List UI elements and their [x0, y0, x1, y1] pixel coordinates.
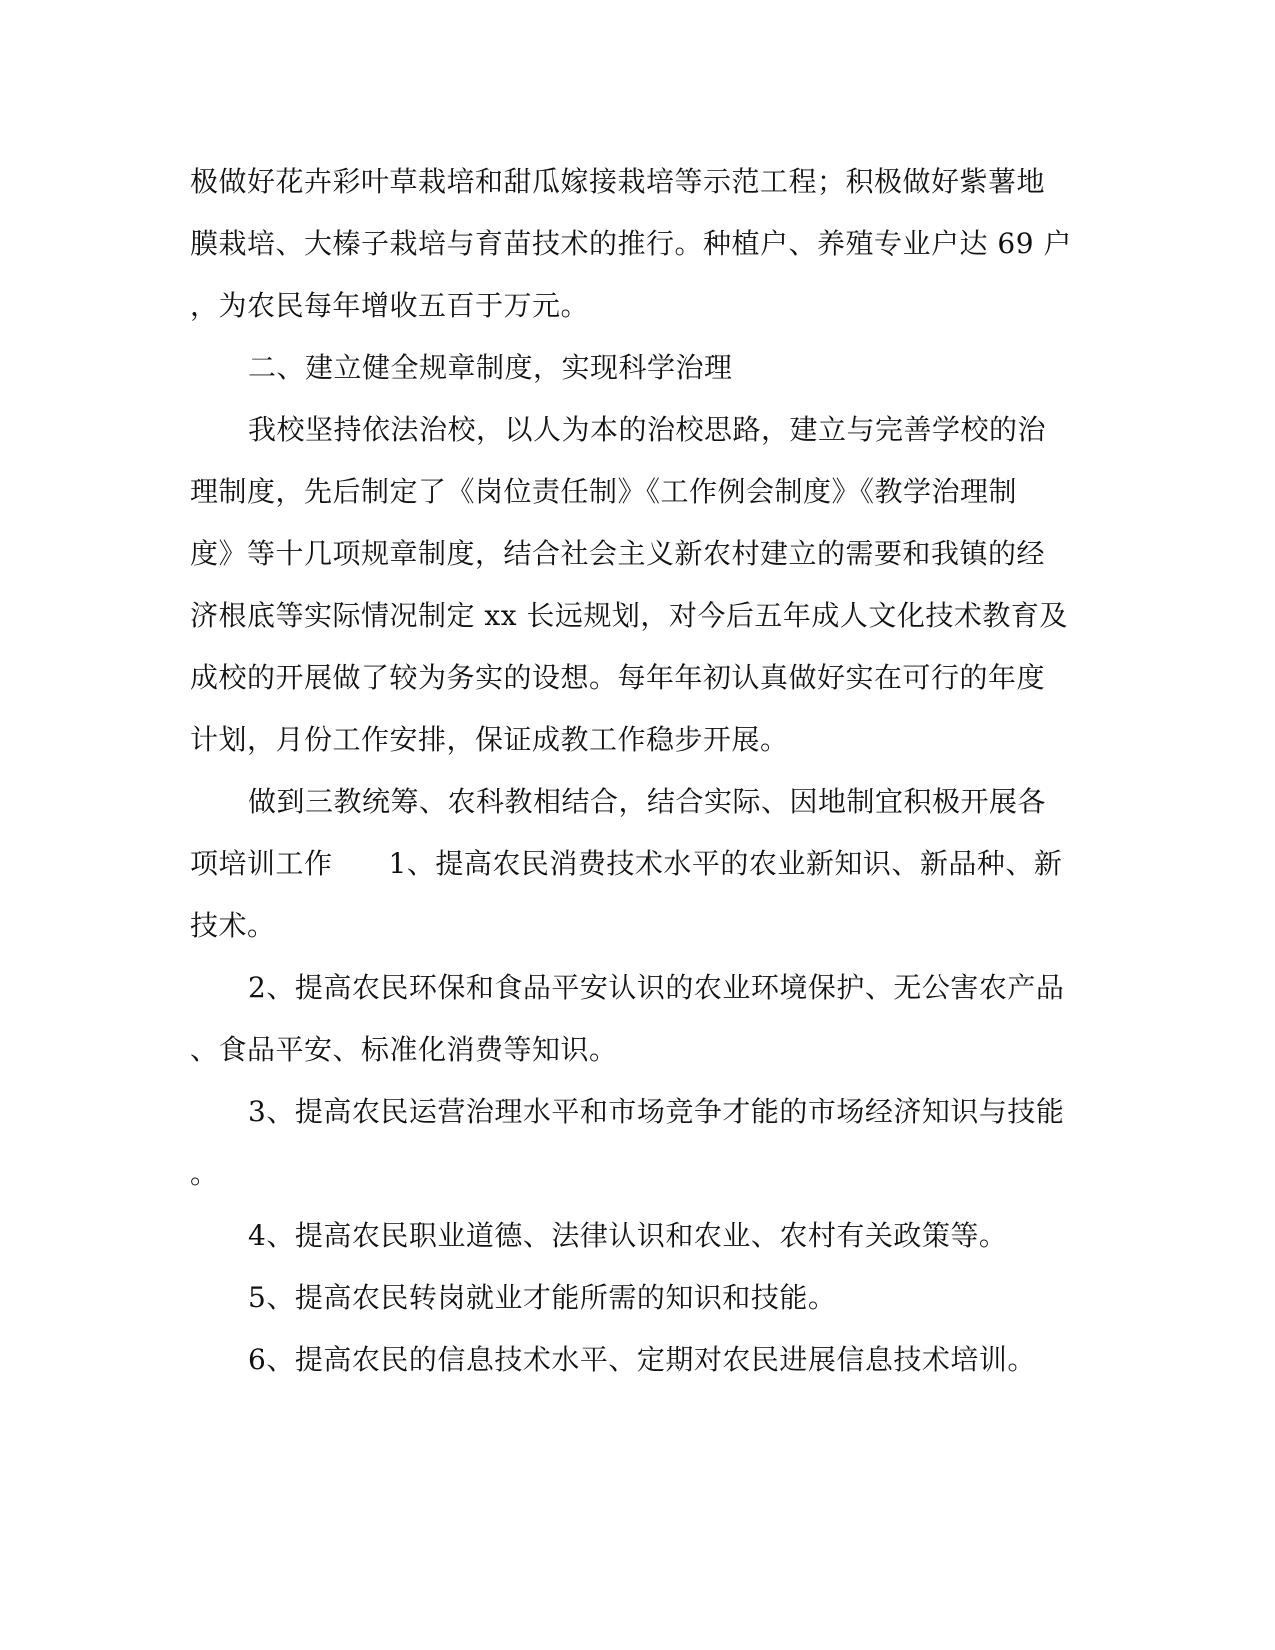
- text-fragment: 项培训工作: [190, 847, 333, 880]
- text-line: 济根底等实际情况制定 xx 长远规划，对今后五年成人文化技术教育及: [190, 599, 1068, 632]
- text-line: 、食品平安、标准化消费等知识。: [190, 1033, 618, 1066]
- text-line: 我校坚持依法治校，以人为本的治校思路，建立与完善学校的治: [248, 413, 1047, 446]
- text-line: 成校的开展做了较为务实的设想。每年年初认真做好实在可行的年度: [190, 661, 1046, 694]
- text-line: 极做好花卉彩叶草栽培和甜瓜嫁接栽培等示范工程；积极做好紫薯地: [190, 165, 1046, 198]
- list-item-4: 4、提高农民职业道德、法律认识和农业、农村有关政策等。: [248, 1219, 1008, 1252]
- text-line: 做到三教统筹、农科教相结合，结合实际、因地制宜积极开展各: [248, 785, 1047, 818]
- text-line: [190, 844, 1062, 884]
- list-item-3: 3、提高农民运营治理水平和市场竞争才能的市场经济知识与技能: [248, 1095, 1065, 1128]
- list-item-2: 2、提高农民环保和食品平安认识的农业环境保护、无公害农产品: [248, 971, 1065, 1004]
- text-line: 。: [190, 1157, 219, 1190]
- list-item-6: 6、提高农民的信息技术水平、定期对农民进展信息技术培训。: [248, 1343, 1036, 1376]
- text-line: ，为农民每年增收五百于万元。: [190, 289, 590, 322]
- section-heading: 二、建立健全规章制度，实现科学治理: [248, 351, 733, 384]
- text-line: 理制度，先后制定了《岗位责任制》《工作例会制度》《教学治理制: [190, 475, 1018, 508]
- text-line: 计划，月份工作安排，保证成教工作稳步开展。: [190, 723, 789, 756]
- text-line: 膜栽培、大榛子栽培与育苗技术的推行。种植户、养殖专业户达 69 户: [190, 227, 1072, 260]
- text-line: 技术。: [190, 909, 276, 942]
- text-line: 度》等十几项规章制度，结合社会主义新农村建立的需要和我镇的经: [190, 537, 1046, 570]
- list-item-1: 1、提高农民消费技术水平的农业新知识、新品种、新: [388, 847, 1063, 880]
- list-item-5: 5、提高农民转岗就业才能所需的知识和技能。: [248, 1281, 837, 1314]
